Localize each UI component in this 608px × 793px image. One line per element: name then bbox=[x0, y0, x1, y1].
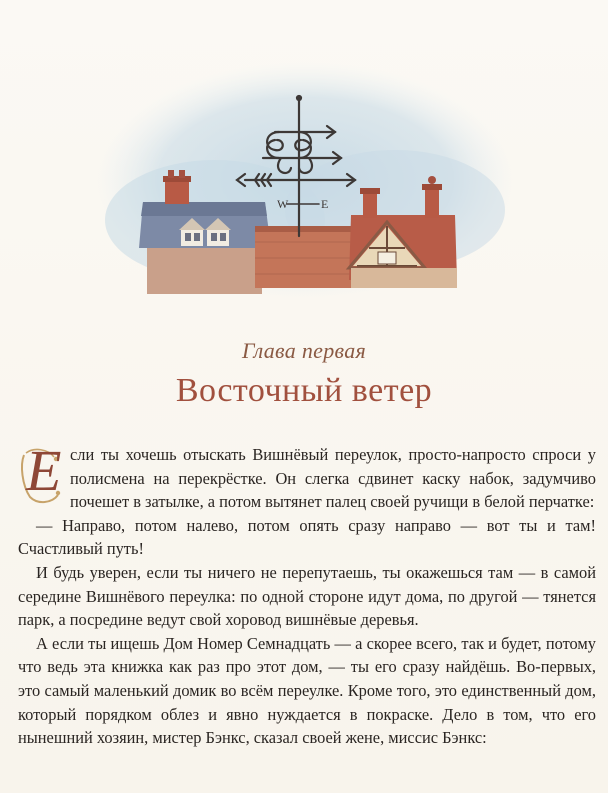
weathervane-rooftops-illustration bbox=[95, 40, 515, 310]
chapter-title: Восточный ветер bbox=[175, 372, 433, 409]
paragraph: А если ты ищешь Дом Номер Семнадцать — а скорее всего, так и будет, потому что ведь эта книжка как раз про этот дом, — ты его сразу найдёшь. Во-первых, это самый маленький домик во всём переулке. Кроме того, это единственный дом, который порядком облез и явно нуждается в покраске. Дело в том, что его нынешний хозяин, мистер Бэнкс, сказал своей жене, миссис Бэнкс: bbox=[18, 633, 596, 748]
paragraph: — Направо, потом налево, потом опять сразу направо — вот ты и там! Счастливый путь! bbox=[18, 515, 596, 559]
paragraph bbox=[18, 438, 596, 514]
dropcap bbox=[18, 438, 64, 505]
paragraph: И будь уверен, если ты ничего не перепутаешь, ты окажешься там — в самой середине Вишнёвого переулка: по одной стороне идут дома, по другой — тянется парк, а посредине ведут свой хоровод вишнёвые деревья. bbox=[18, 562, 596, 630]
paragraph-text: сли ты хочешь отыскать Вишнёвый переулок, просто-напросто спроси у полисмена на перекрёстке. Он слегка сдвинет каску набок, задумчиво почешет в затылке, а потом вытянет палец своей ручищи в белой перчатке: bbox=[70, 445, 596, 512]
weathervane-west-label: W bbox=[277, 197, 289, 211]
middle-house bbox=[255, 226, 355, 288]
chapter-body bbox=[18, 438, 596, 750]
dropcap-letter: Е bbox=[26, 438, 62, 503]
chapter-label: Глава первая bbox=[241, 338, 367, 363]
weathervane-east-label: E bbox=[321, 197, 329, 211]
